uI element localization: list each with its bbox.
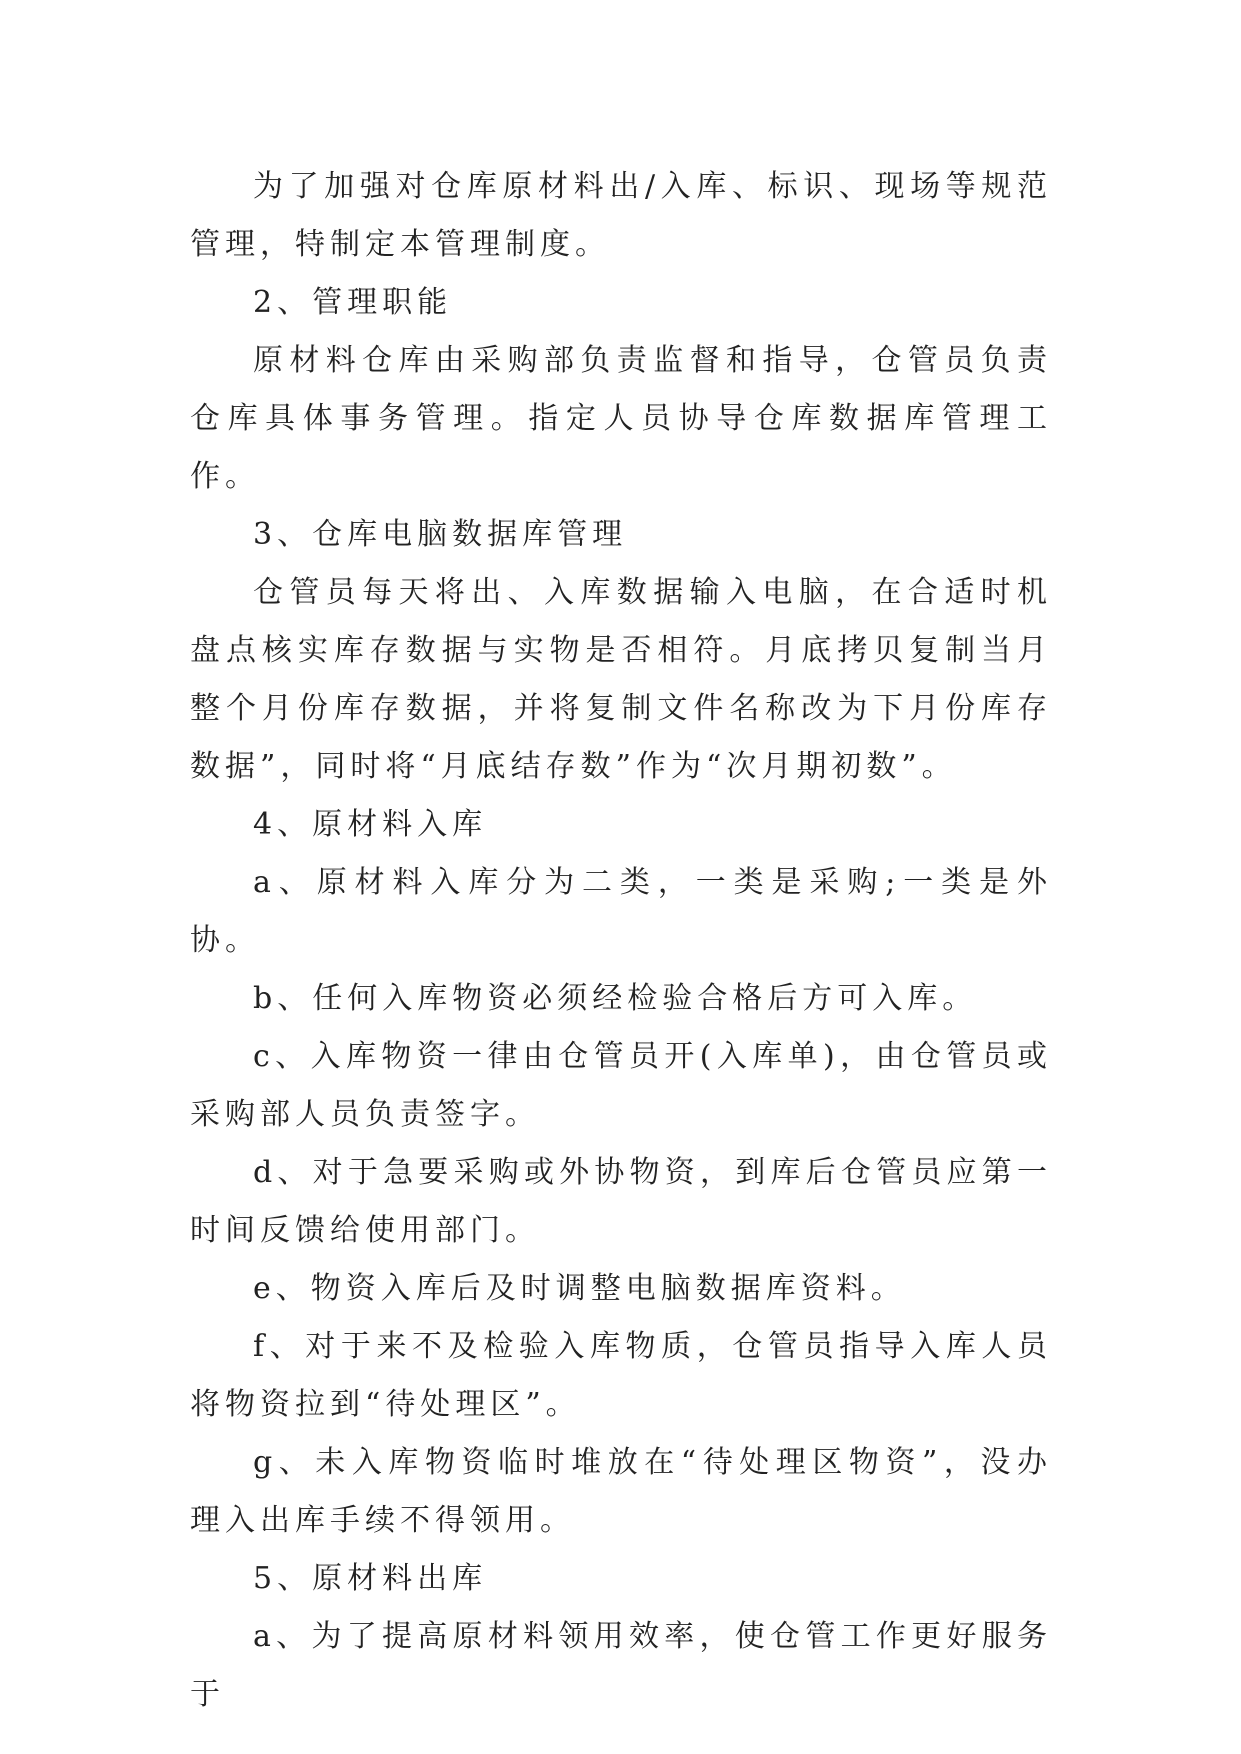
section-heading-database-management: 3、仓库电脑数据库管理 — [253, 517, 628, 552]
inbound-item-e: e、物资入库后及时调整电脑数据库资料。 — [253, 1271, 906, 1306]
inbound-item-a: a、原材料入库分为二类，一类是采购;一类是外协。 — [190, 865, 1052, 958]
document-page — [190, 158, 1052, 1724]
management-function-paragraph: 原材料仓库由采购部负责监督和指导，仓管员负责仓库具体事务管理。指定人员协导仓库数据库管理工作。 — [190, 343, 1052, 494]
inbound-item-b: b、任何入库物资必须经检验合格后方可入库。 — [253, 981, 978, 1016]
inbound-item-c: c、入库物资一律由仓管员开(入库单)，由仓管员或采购部人员负责签字。 — [190, 1039, 1052, 1132]
section-heading-management-function: 2、管理职能 — [253, 285, 453, 320]
inbound-item-f: f、对于来不及检验入库物质，仓管员指导入库人员将物资拉到“待处理区”。 — [190, 1329, 1052, 1422]
intro-paragraph: 为了加强对仓库原材料出/入库、标识、现场等规范管理，特制定本管理制度。 — [190, 169, 1052, 262]
section-heading-material-outbound: 5、原材料出库 — [253, 1561, 488, 1596]
database-management-paragraph: 仓管员每天将出、入库数据输入电脑，在合适时机盘点核实库存数据与实物是否相符。月底拷贝复制当月整个月份库存数据，并将复制文件名称改为下月份库存数据”，同时将“月底结存数”作为“次月期初数”。 — [190, 575, 1052, 784]
inbound-item-d: d、对于急要采购或外协物资，到库后仓管员应第一时间反馈给使用部门。 — [190, 1155, 1052, 1248]
section-heading-material-inbound: 4、原材料入库 — [253, 807, 488, 842]
outbound-item-a: a、为了提高原材料领用效率，使仓管工作更好服务于 — [190, 1619, 1052, 1712]
inbound-item-g: g、未入库物资临时堆放在“待处理区物资”，没办理入出库手续不得领用。 — [190, 1445, 1052, 1538]
